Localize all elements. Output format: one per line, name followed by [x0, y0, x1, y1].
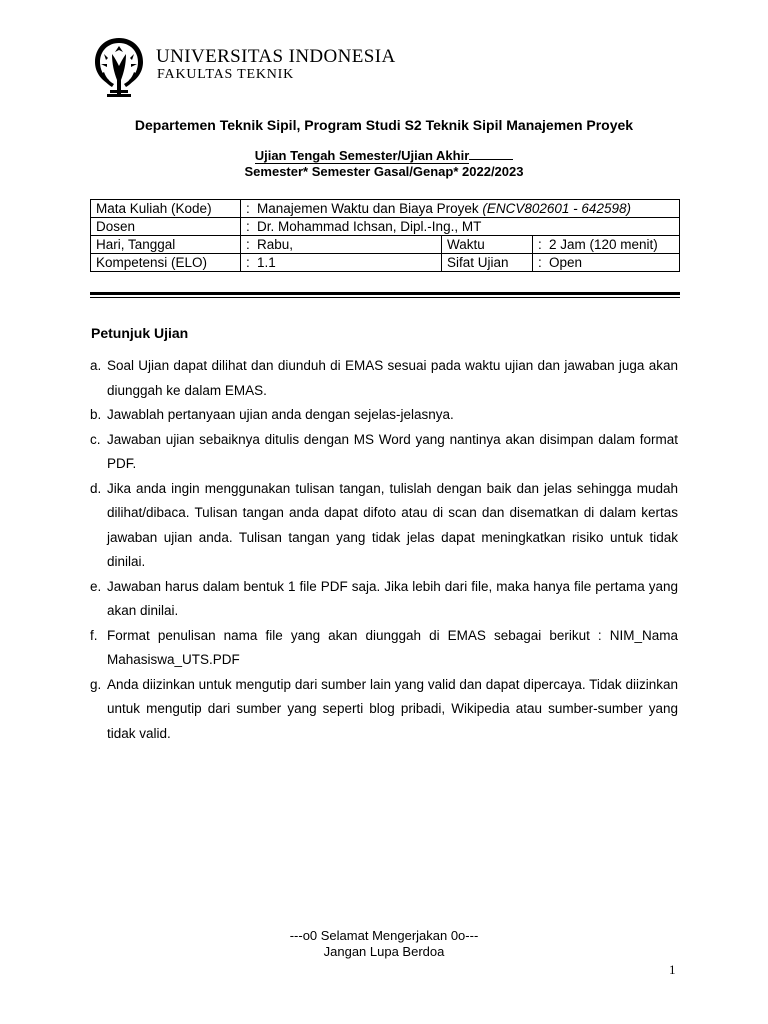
- list-item-text: Soal Ujian dapat dilihat dan diunduh di EMAS sesuai pada waktu ujian dan jawaban juga akan diunggah ke dalam EMAS.: [107, 358, 678, 398]
- closing-reminder: Jangan Lupa Berdoa: [323, 944, 445, 959]
- list-item-text: Format penulisan nama file yang akan diunggah di EMAS sebagai berikut : NIM_Nama Mahasiswa_UTS.PDF: [107, 627, 678, 667]
- divider-thick: [90, 292, 680, 295]
- list-item-text: Anda diizinkan untuk mengutip dari sumber lain yang valid dan dapat dipercaya. Tidak diizinkan untuk mengutip dari sumber yang seperti blog pribadi, Wikipedia atau sumber-sumber yang tidak valid.: [107, 676, 678, 741]
- table-row: [91, 218, 680, 236]
- list-marker: d.: [90, 480, 102, 496]
- course-label: Mata Kuliah (Kode): [91, 200, 241, 218]
- closing-line: ---o0 Selamat Mengerjakan 0o---: [289, 928, 479, 943]
- list-marker: c.: [90, 431, 101, 447]
- list-item: [90, 575, 678, 624]
- course-value-cell: [241, 200, 680, 218]
- exam-nature-value: Open: [549, 255, 583, 270]
- list-marker: g.: [90, 676, 102, 692]
- list-marker: a.: [90, 358, 102, 373]
- university-name: UNIVERSITAS INDONESIA: [156, 46, 396, 67]
- divider-thin: [90, 297, 680, 298]
- list-item-text: Jika anda ingin menggunakan tulisan tangan, tulislah dengan baik dan jelas sehingga mudah dilihat/dibaca. Tulisan tangan anda dapat difoto atau di scan dan disematkan di dalam kertas jawaban ujian anda. Tulisan tangan yang tidak jelas dapat meningkatkan risiko untuk tidak dinilai.: [107, 480, 678, 569]
- underline-extension: [469, 147, 513, 160]
- lecturer-label: Dosen: [91, 218, 241, 236]
- competency-value-cell: [241, 254, 442, 272]
- faculty-name: FAKULTAS TEKNIK: [157, 67, 295, 82]
- list-item-text: Jawablah pertanyaan ujian anda dengan sejelas-jelasnya.: [107, 407, 454, 422]
- page-number: 1: [669, 962, 676, 977]
- duration-value-cell: [533, 236, 680, 254]
- date-value: Rabu,: [257, 237, 294, 252]
- list-item: [90, 354, 678, 403]
- competency-label: Kompetensi (ELO): [91, 254, 241, 272]
- list-marker: e.: [90, 578, 102, 594]
- department-title: Departemen Teknik Sipil, Program Studi S2 Teknik Sipil Manajemen Proyek: [134, 117, 634, 133]
- table-row: [91, 236, 680, 254]
- list-item: [90, 428, 678, 477]
- exam-type-text: Ujian Tengah Semester/Ujian Akhir: [254, 148, 470, 163]
- list-marker: b.: [90, 407, 102, 422]
- duration-label: Waktu: [442, 236, 533, 254]
- list-item-text: Jawaban harus dalam bentuk 1 file PDF saja. Jika lebih dari file, maka hanya file pertama yang akan dinilai.: [107, 578, 678, 618]
- table-row: [91, 200, 680, 218]
- colon: :: [246, 255, 250, 270]
- date-value-cell: [241, 236, 442, 254]
- colon: :: [246, 237, 250, 252]
- list-item: [90, 673, 678, 747]
- list-item: [90, 624, 678, 673]
- duration-value: 2 Jam (120 menit): [549, 237, 658, 252]
- list-marker: f.: [90, 627, 98, 643]
- list-item-text: Jawaban ujian sebaiknya ditulis dengan MS Word yang nantinya akan disimpan dalam format PDF.: [107, 431, 678, 471]
- colon: :: [246, 201, 250, 216]
- makara-ui-logo-icon: [90, 36, 148, 98]
- exam-nature-value-cell: [533, 254, 680, 272]
- course-code: (ENCV802601 - 642598): [482, 201, 631, 216]
- exam-type-title: [0, 147, 768, 163]
- lecturer-value: Dr. Mohammad Ichsan, Dipl.-Ing., MT: [257, 219, 482, 234]
- table-row: [91, 254, 680, 272]
- date-label: Hari, Tanggal: [91, 236, 241, 254]
- colon: :: [246, 219, 250, 234]
- lecturer-value-cell: [241, 218, 680, 236]
- exam-nature-label: Sifat Ujian: [442, 254, 533, 272]
- course-value: Manajemen Waktu dan Biaya Proyek: [257, 201, 483, 216]
- list-item: [90, 403, 678, 428]
- competency-value: 1.1: [257, 255, 276, 270]
- colon: :: [538, 255, 542, 270]
- colon: :: [538, 237, 542, 252]
- list-item: [90, 477, 678, 575]
- instructions-title: Petunjuk Ujian: [91, 325, 189, 341]
- instructions-list: [90, 354, 678, 746]
- semester-title: Semester* Semester Gasal/Genap* 2022/2023: [244, 164, 524, 179]
- exam-info-table: [90, 199, 680, 272]
